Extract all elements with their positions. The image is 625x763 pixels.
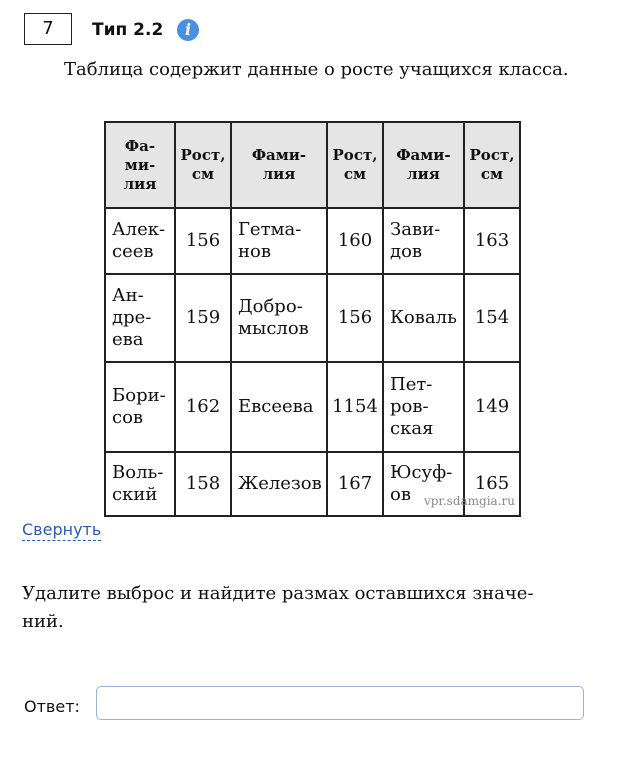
answer-label: Ответ: bbox=[24, 697, 80, 716]
intro-text: Таблица содержит данные о росте учащихся класса. bbox=[64, 59, 569, 80]
question-text: Удалите выброс и найдите размах оставшихся значе- ний. bbox=[22, 583, 534, 632]
info-icon[interactable]: i bbox=[177, 19, 199, 41]
cell-name: Железов bbox=[231, 452, 327, 516]
cell-height: 156 bbox=[327, 274, 383, 362]
cell-height: 154 bbox=[464, 274, 520, 362]
cell-height: 156 bbox=[175, 208, 231, 274]
table-header-row bbox=[105, 122, 520, 208]
cell-height: 158 bbox=[175, 452, 231, 516]
header-name-3: Фами- лия bbox=[383, 122, 464, 208]
cell-name: Евсеева bbox=[231, 362, 327, 452]
header-name-1: Фа- ми- лия bbox=[105, 122, 175, 208]
cell-height: 162 bbox=[175, 362, 231, 452]
cell-name: Бори- сов bbox=[105, 362, 175, 452]
collapse-link[interactable]: Свернуть bbox=[22, 520, 102, 539]
table-row bbox=[105, 452, 520, 516]
table-row bbox=[105, 274, 520, 362]
cell-name: Коваль bbox=[383, 274, 464, 362]
cell-name: Ан- дре- ева bbox=[105, 274, 175, 362]
header-height-2: Рост, см bbox=[327, 122, 383, 208]
cell-height-value: 165 bbox=[474, 473, 510, 494]
cell-height bbox=[423, 452, 520, 516]
cell-name: Юсуф- ов bbox=[383, 452, 464, 516]
cell-height: 149 bbox=[464, 362, 520, 452]
answer-input[interactable] bbox=[96, 686, 584, 720]
cell-height: 160 bbox=[327, 208, 383, 274]
cell-name: Гетма- нов bbox=[231, 208, 327, 274]
header-name-2: Фами- лия bbox=[231, 122, 327, 208]
watermark: vpr.sdamgia.ru bbox=[423, 494, 515, 508]
cell-height: 159 bbox=[175, 274, 231, 362]
cell-height: 163 bbox=[464, 208, 520, 274]
cell-name: Воль- ский bbox=[105, 452, 175, 516]
table-row bbox=[105, 208, 520, 274]
cell-name: Пет- ров- ская bbox=[383, 362, 464, 452]
height-table bbox=[104, 121, 521, 517]
table-row bbox=[105, 362, 520, 452]
cell-height: 1154 bbox=[327, 362, 383, 452]
header-height-1: Рост, см bbox=[175, 122, 231, 208]
task-number: 7 bbox=[24, 13, 72, 45]
cell-name: Алек- сеев bbox=[105, 208, 175, 274]
task-type-label: Тип 2.2 bbox=[92, 20, 164, 40]
header-height-3: Рост, см bbox=[464, 122, 520, 208]
cell-name: Добро- мыслов bbox=[231, 274, 327, 362]
cell-name: Зави- дов bbox=[383, 208, 464, 274]
cell-height: 167 bbox=[327, 452, 383, 516]
